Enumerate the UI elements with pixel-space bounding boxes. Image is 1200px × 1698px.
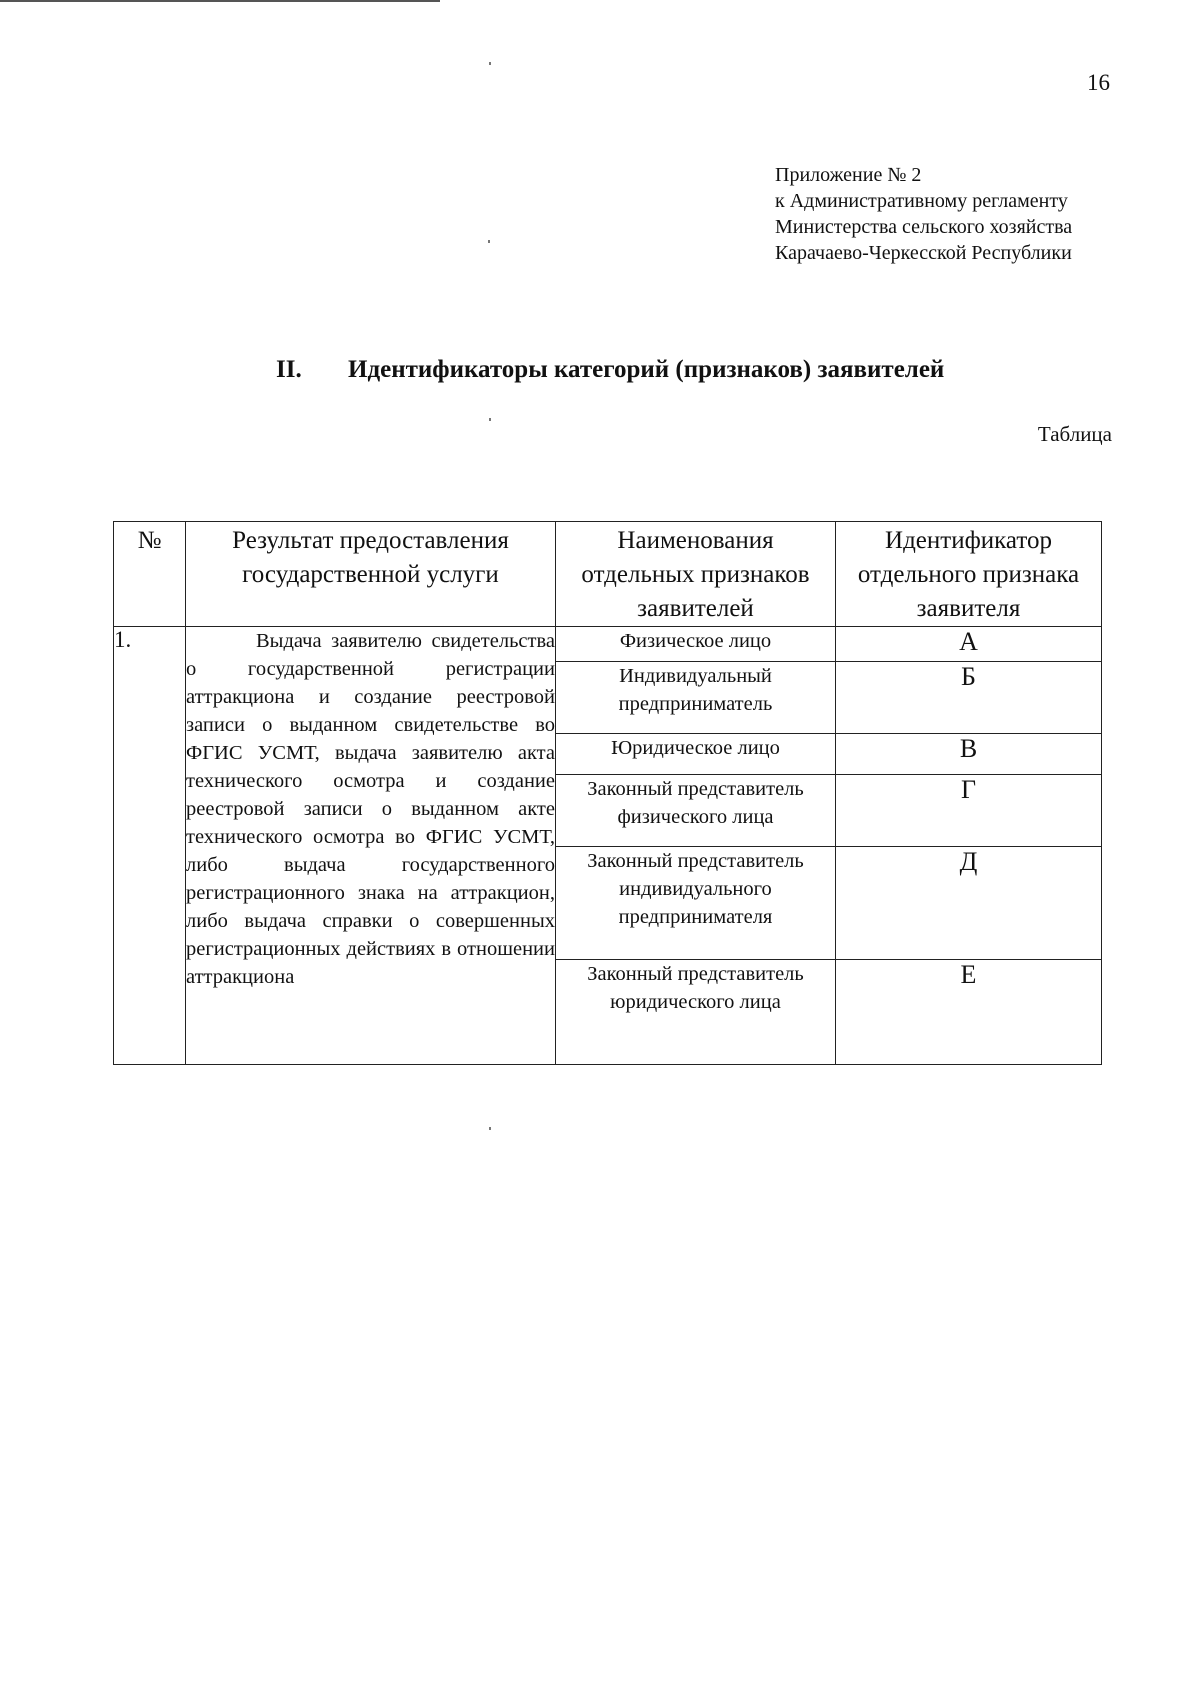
service-result (186, 627, 556, 1065)
section-number: II. (276, 356, 302, 383)
header-result: Результат предоставления государственной услуги (186, 522, 556, 627)
section-heading (276, 356, 944, 384)
appendix-line: Приложение № 2 (775, 164, 922, 186)
service-result-text: Выдача заявителю свидетельства о государственной регистрации аттракциона и создание реестровой записи о выданном свидетельстве во ФГИС УСМТ, выдача заявителю акта технического осмотра и создание реестровой записи о выданном акте технического осмотра во ФГИС УСМТ, либо выдача государственного регистрационного знака на аттракцион, либо выдача справки о совершенных регистрационных действиях в отношении аттракциона (186, 630, 555, 988)
applicant-category-id: Г (836, 775, 1102, 847)
scan-speck (489, 62, 491, 65)
applicant-category-id: Д (836, 847, 1102, 960)
table-caption: Таблица (1037, 422, 1112, 446)
row-number: 1. (114, 627, 186, 1065)
applicant-category-name: Индивидуальный предприниматель (556, 662, 836, 734)
applicant-category-id: Б (836, 662, 1102, 734)
table-row (114, 627, 1102, 662)
appendix-note (775, 162, 1072, 266)
applicant-category-name: Физическое лицо (556, 627, 836, 662)
section-title: Идентификаторы категорий (признаков) заявителей (348, 356, 945, 383)
header-names: Наименования отдельных признаков заявителей (556, 522, 836, 627)
scan-speck (488, 240, 490, 243)
applicant-category-name: Законный представитель физического лица (556, 775, 836, 847)
table-header-row (114, 522, 1102, 627)
scan-speck (489, 1127, 491, 1130)
header-number: № (114, 522, 186, 627)
scan-top-edge (0, 0, 440, 2)
applicant-category-name: Юридическое лицо (556, 734, 836, 775)
appendix-line: Карачаево-Черкесской Республики (775, 242, 1072, 264)
applicant-category-name: Законный представитель индивидуального предпринимателя (556, 847, 836, 960)
applicant-category-id: Е (836, 960, 1102, 1065)
appendix-line: Министерства сельского хозяйства (775, 216, 1073, 238)
appendix-line: к Административному регламенту (775, 190, 1068, 212)
page-number: 16 (1087, 70, 1110, 95)
identifiers-table (113, 521, 1102, 1065)
applicant-category-name: Законный представитель юридического лица (556, 960, 836, 1065)
applicant-category-id: В (836, 734, 1102, 775)
header-identifier: Идентификатор отдельного признака заявителя (836, 522, 1102, 627)
applicant-category-id: А (836, 627, 1102, 662)
scan-speck (489, 418, 491, 421)
